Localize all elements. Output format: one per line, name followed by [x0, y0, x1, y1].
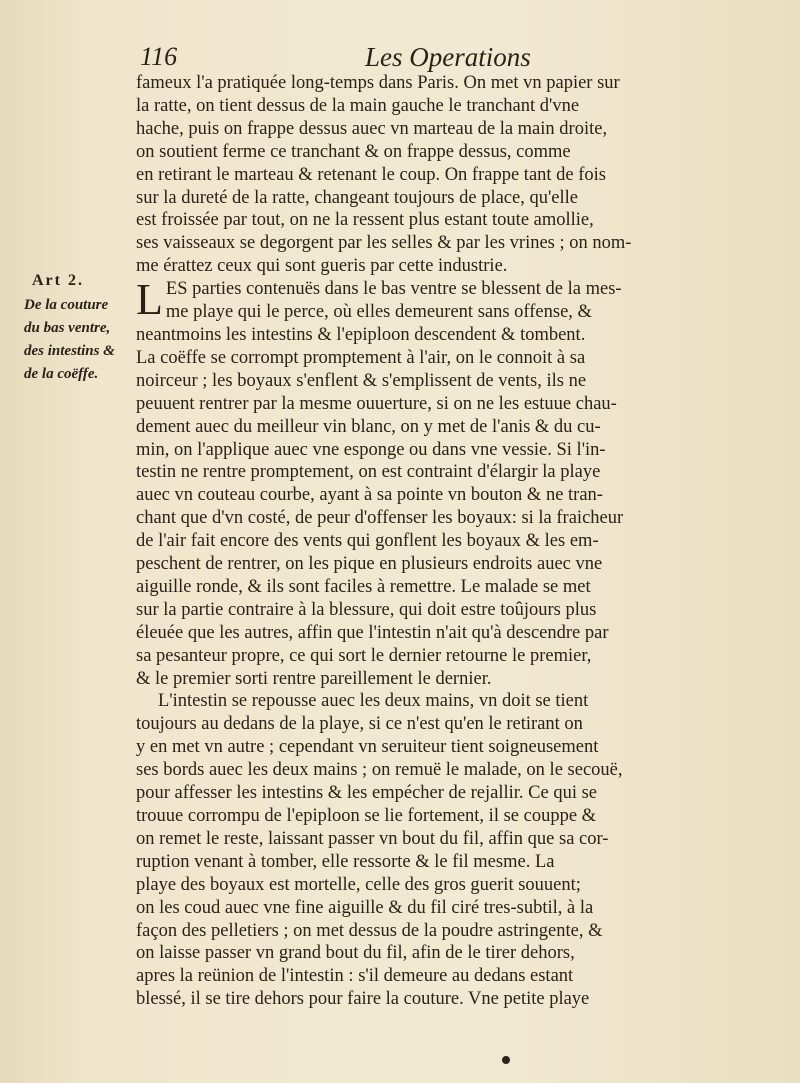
page-number: 116	[140, 42, 178, 71]
text-line: me playe qui le perce, où elles demeurent sans offense, &	[165, 302, 592, 323]
ink-dot	[502, 1056, 510, 1064]
text-line: trouue corrompu de l'epiploon se lie fortement, il se couppe &	[136, 806, 597, 826]
text-line: est froissée par tout, on ne la ressent plus estant toute amollie,	[136, 210, 594, 231]
text-line: auec vn couteau courbe, ayant à sa pointe vn bouton & ne tran-	[136, 485, 603, 506]
text-line: ses bords auec les deux mains ; on remuë le malade, on le secouë,	[136, 760, 623, 781]
text-line: neantmoins les intestins & l'epiploon descendent & tombent.	[136, 324, 586, 345]
text-line: La coëffe se corrompt promptement à l'air, on le connoit à sa	[136, 347, 586, 368]
sidenote-line: des intestins &	[24, 343, 115, 359]
text-line: éleuée que les autres, affin que l'intestin n'ait qu'à descendre par	[136, 622, 609, 643]
text-line: y en met vn autre ; cependant vn seruiteur tient soigneusement	[136, 737, 599, 758]
text-line: pour affesser les intestins & les empécher de rejallir. Ce qui se	[136, 783, 597, 804]
article-opening	[136, 275, 742, 325]
text-line: ses vaisseaux se degorgent par les selles & par les vrines ; on nom-	[136, 233, 632, 254]
text-line: peschent de rentrer, on les pique en plusieurs endroits auec vne	[136, 554, 603, 575]
sidenote-line: de la coëffe.	[24, 366, 99, 382]
text-line: ruption venant à tomber, elle ressorte & le fil mesme. La	[136, 851, 555, 872]
text-line: aiguille ronde, & ils sont faciles à remettre. Le malade se met	[136, 576, 591, 597]
text-line: playe des boyaux est mortelle, celle des gros guerit souuent;	[136, 874, 581, 895]
text-line: ES parties contenuës dans le bas ventre se blessent de la mes-	[165, 279, 622, 300]
text-line: testin ne rentre promptement, on est contraint d'élargir la playe	[136, 462, 601, 483]
text-line: min, on l'applique auec vne esponge ou dans vne vessie. Si l'in-	[136, 439, 606, 460]
text-line: de l'air fait encore des vents qui gonflent les boyaux & les em-	[136, 531, 599, 552]
text-line: hache, puis on frappe dessus auec vn marteau de la main droite,	[136, 118, 608, 139]
text-line: blessé, il se tire dehors pour faire la couture. Vne petite playe	[136, 989, 590, 1010]
article-label: Art 2.	[32, 272, 84, 289]
running-head: Les Operations	[365, 42, 531, 72]
text-line: me érattez ceux qui sont gueris par cette industrie.	[136, 256, 508, 277]
text-line: & le premier sorti rentre pareillement le dernier.	[136, 668, 492, 689]
text-line: noirceur ; les boyaux s'enflent & s'emplissent de vents, ils ne	[136, 370, 587, 391]
text-line: on remet le reste, laissant passer vn bout du fil, affin que sa cor-	[136, 828, 609, 849]
text-line: apres la reünion de l'intestin : s'il demeure au dedans estant	[136, 966, 574, 987]
text-line: chant que d'vn costé, de peur d'offenser les boyaux: si la fraicheur	[136, 508, 624, 529]
sidenote-line: du bas ventre,	[24, 320, 111, 336]
text-line: fameux l'a pratiquée long-temps dans Paris. On met vn papier sur	[136, 73, 620, 93]
text-line: façon des pelletiers ; on met dessus de la poudre astringente, &	[136, 920, 603, 941]
text-line: la ratte, on tient dessus de la main gauche le tranchant d'vne	[136, 95, 580, 116]
margin-notes	[24, 272, 144, 386]
text-line: on soutient ferme ce tranchant & on frappe dessus, comme	[136, 141, 571, 162]
text-line: on laisse passer vn grand bout du fil, afin de le tirer dehors,	[136, 943, 575, 964]
text-line: on les coud auec vne fine aiguille & du fil ciré tres-subtil, à la	[136, 897, 594, 918]
text-line: dement auec du meilleur vin blanc, on y met de l'anis & du cu-	[136, 416, 601, 437]
text-line: sur la dureté de la ratte, changeant toujours de place, qu'elle	[136, 187, 579, 208]
text-line: en retirant le marteau & retenant le coup. On frappe tant de fois	[136, 164, 607, 185]
body-text	[136, 72, 742, 1011]
drop-cap: L	[136, 275, 163, 325]
sidenote-line: De la couture	[24, 297, 109, 313]
text-line: peuuent rentrer par la mesme ouuerture, si on ne les estuue chau-	[136, 393, 617, 414]
paragraph-start: L'intestin se repousse auec les deux mains, vn doit se tient	[158, 691, 589, 712]
text-line: sa pesanteur propre, ce qui sort le dernier retourne le premier,	[136, 645, 592, 666]
text-line: toujours au dedans de la playe, si ce n'est qu'en le retirant on	[136, 714, 583, 735]
text-line: sur la partie contraire à la blessure, qui doit estre toûjours plus	[136, 599, 597, 620]
